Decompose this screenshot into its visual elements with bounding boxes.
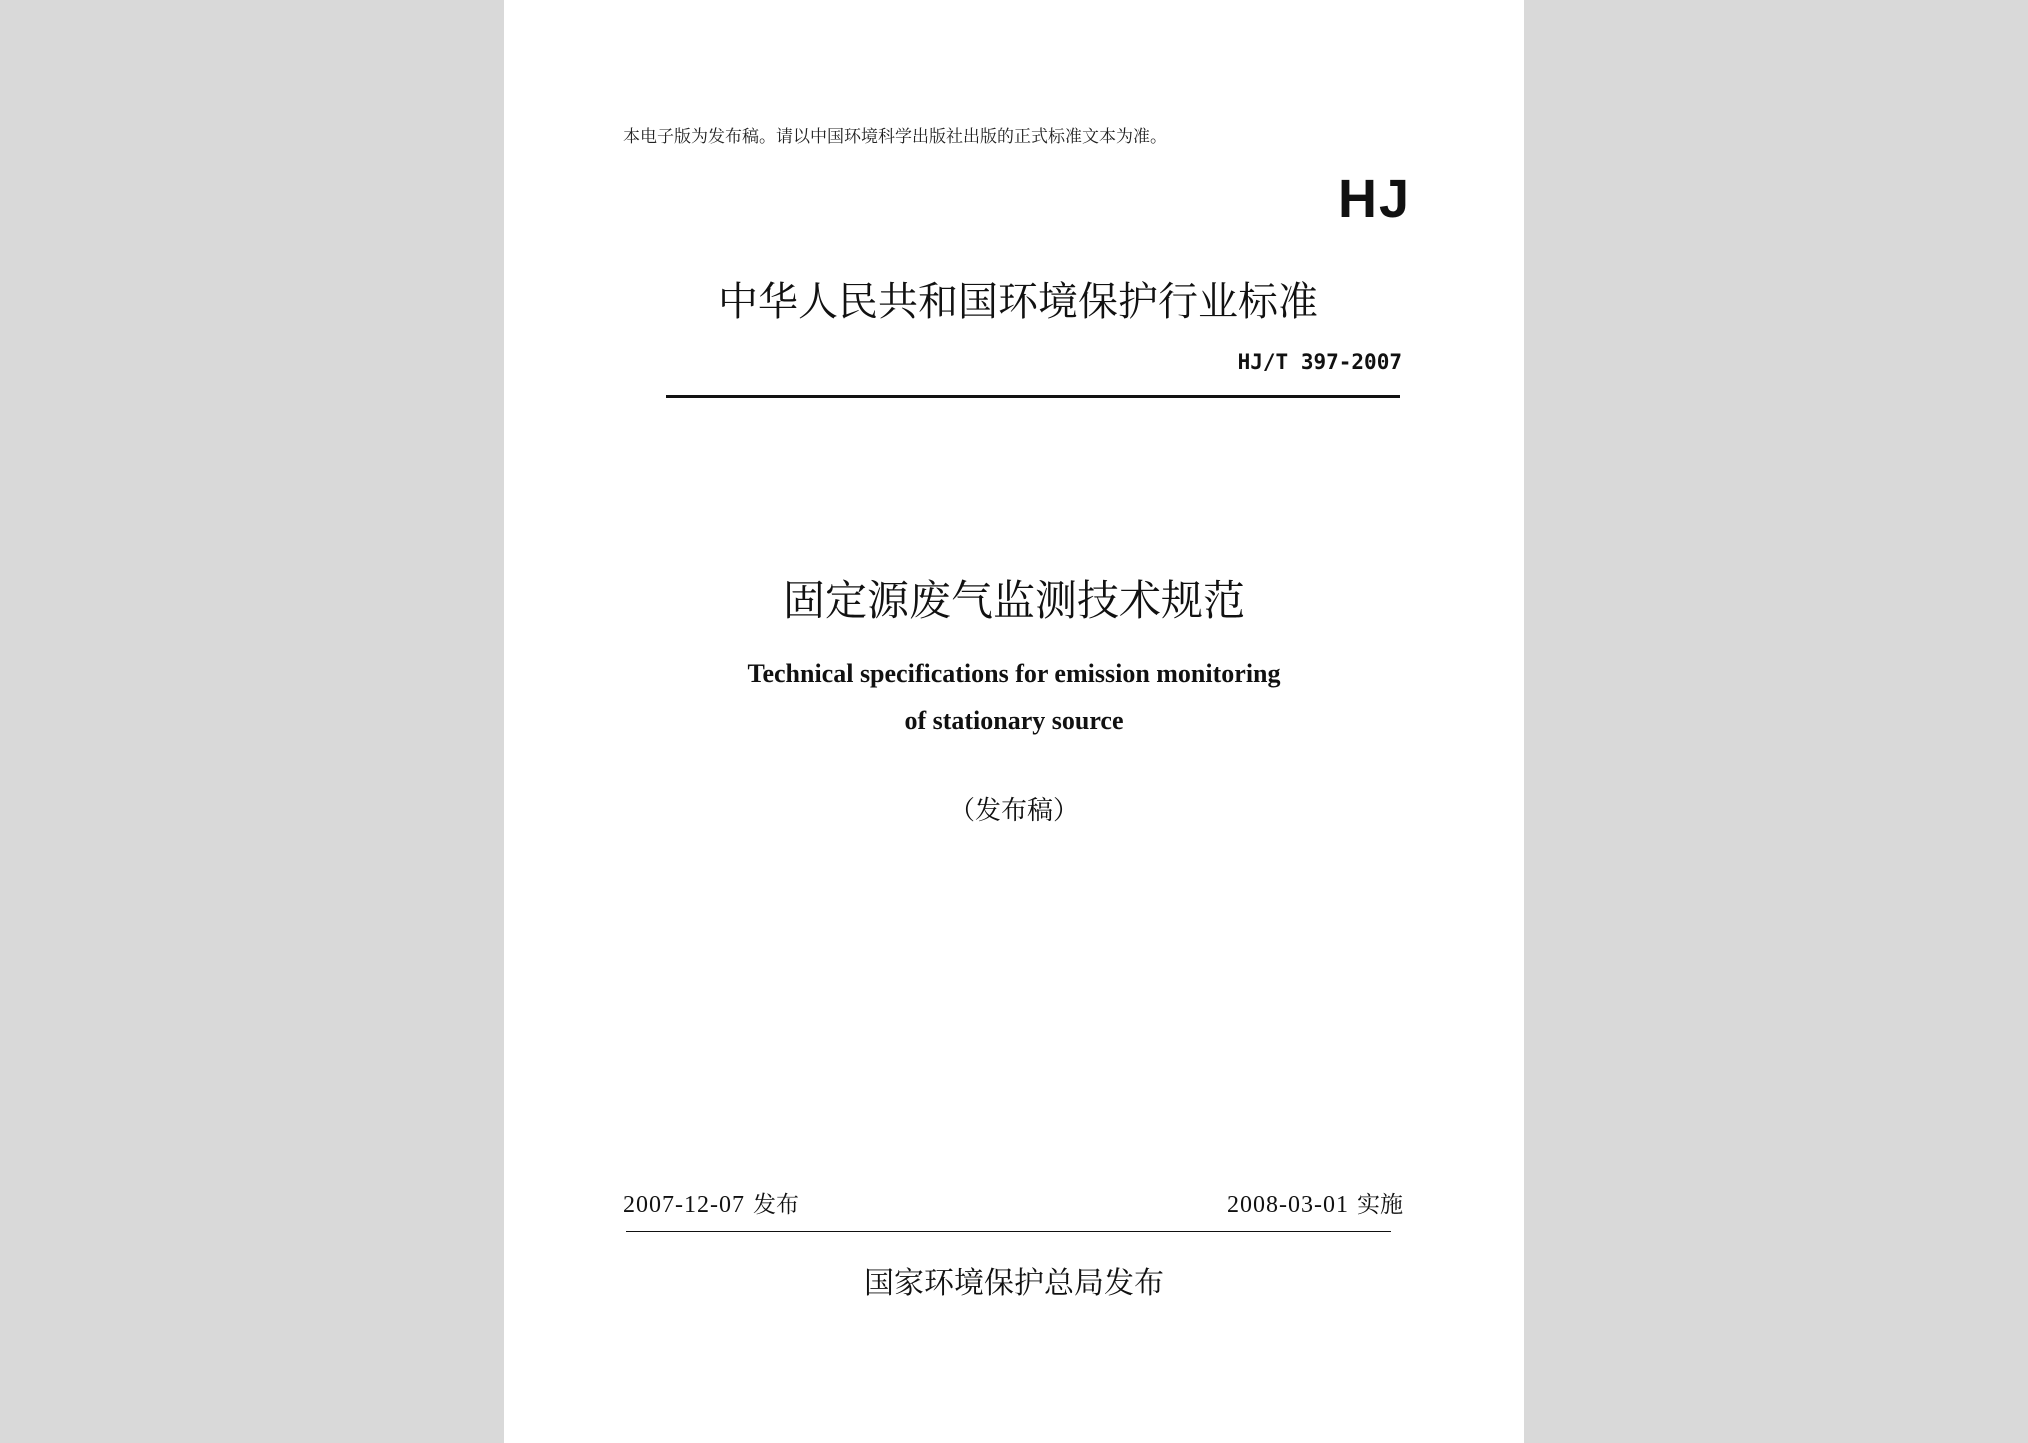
standard-number: HJ/T 397-2007 — [1237, 350, 1402, 374]
top-divider — [666, 395, 1400, 398]
release-notice: 本电子版为发布稿。请以中国环境科学出版社出版的正式标准文本为准。 — [623, 127, 1167, 147]
effective-label: 实施 — [1357, 1192, 1403, 1218]
issued-date — [623, 1186, 799, 1219]
effective-date-value: 2008-03-01 — [1227, 1192, 1349, 1218]
issued-label: 发布 — [752, 1192, 799, 1218]
hj-mark: HJ — [1338, 169, 1412, 229]
dates-row — [623, 1186, 1403, 1220]
issued-date-value: 2007-12-07 — [623, 1192, 745, 1218]
document-title-en — [0, 650, 2028, 744]
standard-category — [0, 270, 2028, 327]
standard-category-text: 中华人民共和国环境保护行业标准 — [718, 279, 1318, 325]
draft-label: （发布稿） — [948, 796, 1079, 826]
title-en-line-1: Technical specifications for emission monitoring — [747, 659, 1281, 688]
effective-date — [1227, 1186, 1403, 1219]
bottom-divider — [626, 1231, 1391, 1232]
document-title-cn: 固定源废气监测技术规范 — [782, 576, 1245, 625]
publisher: 国家环境保护总局发布 — [864, 1266, 1164, 1301]
title-en-line-2: of stationary source — [904, 706, 1124, 735]
